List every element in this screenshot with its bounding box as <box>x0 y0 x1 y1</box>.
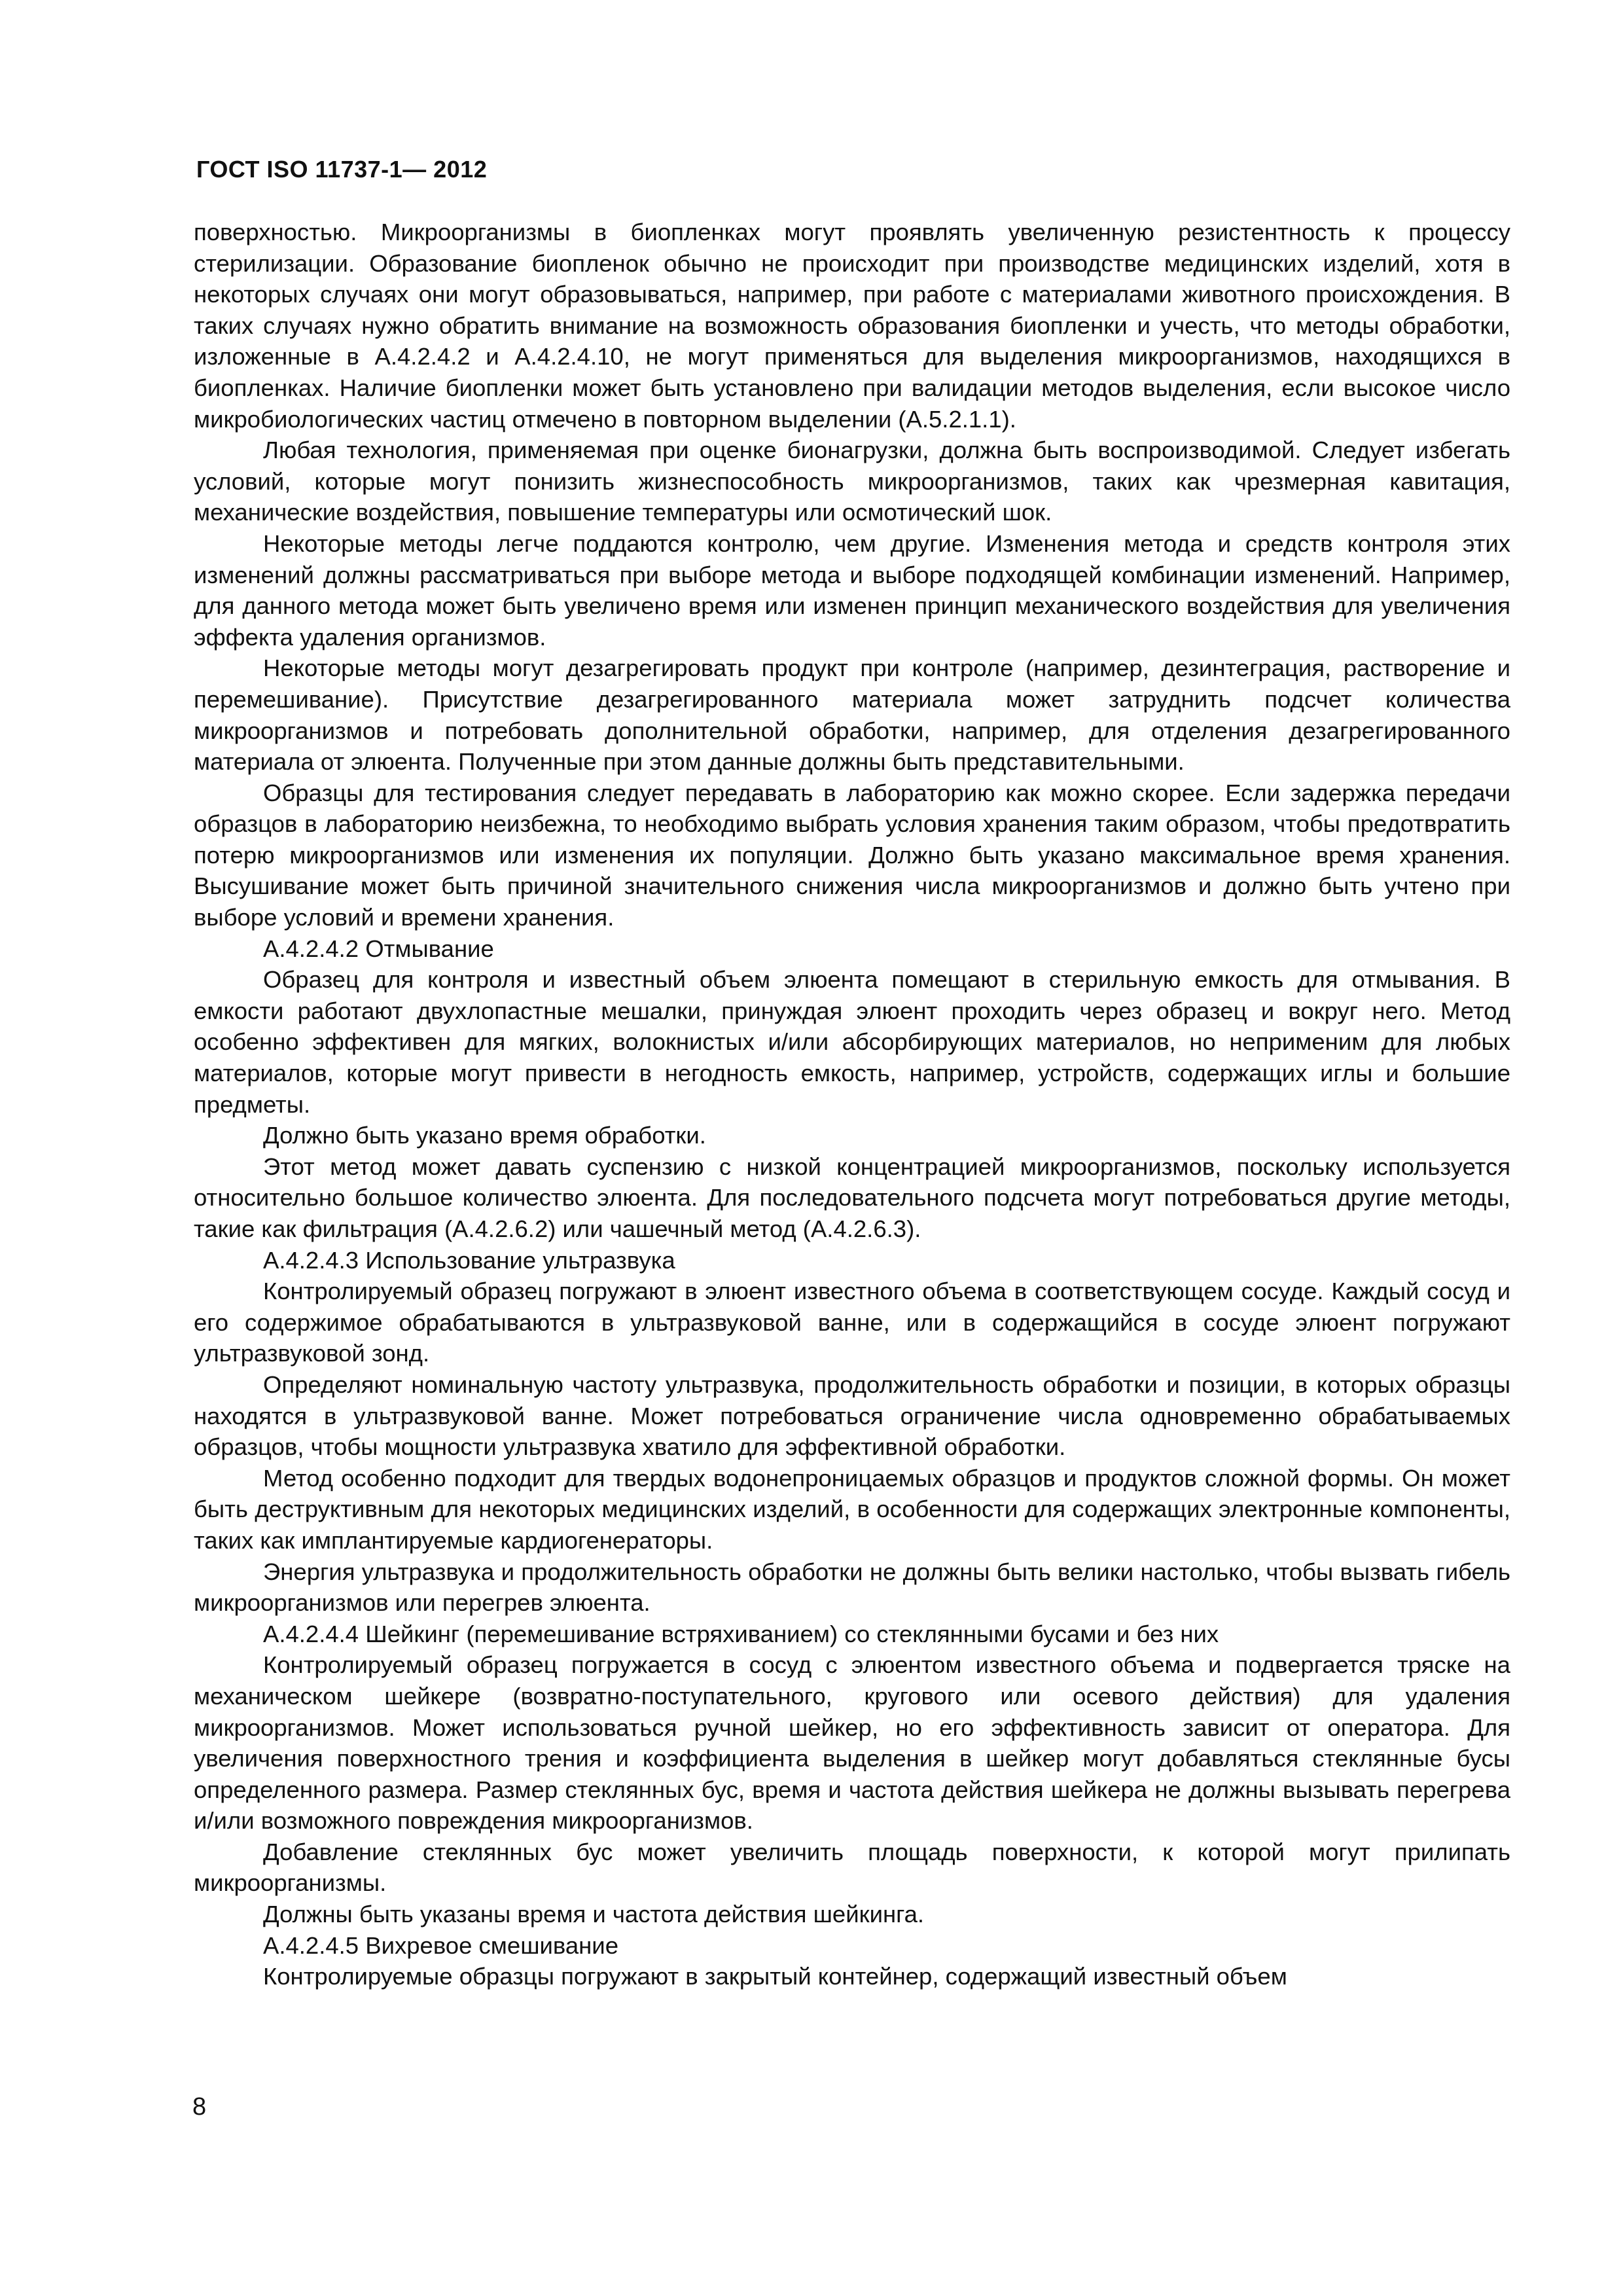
paragraph: Добавление стеклянных бус может увеличить площадь поверхности, к которой могут прилипать микроорганизмы. <box>194 1838 1510 1897</box>
paragraph: Некоторые методы легче поддаются контролю, чем другие. Изменения метода и средств контроля этих изменений должны рассматриваться при выборе метода и выборе подходящей комбинации изменений. Например, для данного метода может быть увеличено время или изменен принцип механического воздействия для увеличения эффекта удаления организмов. <box>194 529 1510 651</box>
paragraph: Образцы для тестирования следует передавать в лабораторию как можно скорее. Если задержка передачи образцов в лабораторию неизбежна, то необходимо выбрать условия хранения таким образом, чтобы предотвратить потерю микроорганизмов или изменения их популяции. Должно быть указано максимальное время хранения. Высушивание может быть причиной значительного снижения числа микроорганизмов и должно быть учтено при выборе условий и времени хранения. <box>194 779 1510 931</box>
paragraph: Определяют номинальную частоту ультразвука, продолжительность обработки и позиции, в которых образцы находятся в ультразвуковой ванне. Может потребоваться ограничение числа одновременно обрабатываемых образцов, чтобы мощности ультразвука хватило для эффективной обработки. <box>194 1371 1510 1461</box>
paragraph: Контролируемый образец погружают в элюент известного объема в соответствующем сосуде. Каждый сосуд и его содержимое обрабатываются в ультразвуковой ванне, или в содержащийся в сосуде элюент погружают ультразвуковой зонд. <box>194 1278 1510 1367</box>
section-heading: А.4.2.4.5 Вихревое смешивание <box>263 1931 618 1959</box>
page-header: ГОСТ ISO 11737-1— 2012 <box>196 156 488 183</box>
page-number: 8 <box>192 2093 207 2121</box>
paragraph: Некоторые методы могут дезагрегировать продукт при контроле (например, дезинтеграция, растворение и перемешивание). Присутствие дезагрегированного материала может затруднить подсчет количества микроорганизмов и потребовать дополнительной обработки, например, для отделения дезагрегированного материала от элюента. Полученные при этом данные должны быть представительными. <box>194 655 1510 776</box>
section-heading: А.4.2.4.3 Использование ультразвука <box>263 1246 675 1274</box>
paragraph: Должны быть указаны время и частота действия шейкинга. <box>263 1901 925 1928</box>
paragraph: Энергия ультразвука и продолжительность обработки не должны быть велики настолько, чтобы вызвать гибель микроорганизмов или перегрев элюента. <box>194 1558 1510 1617</box>
section-heading: А.4.2.4.4 Шейкинг (перемешивание встряхиванием) со стеклянными бусами и без них <box>263 1620 1219 1647</box>
paragraph: Любая технология, применяемая при оценке бионагрузки, должна быть воспроизводимой. Следует избегать условий, которые могут понизить жизнеспособность микроорганизмов, таких как чрезмерная кавитация, механические воздействия, повышение температуры или осмотический шок. <box>194 437 1510 526</box>
section-heading: А.4.2.4.2 Отмывание <box>263 935 494 962</box>
paragraph: поверхностью. Микроорганизмы в биопленках могут проявлять увеличенную резистентность к процессу стерилизации. Образование биопленок обычно не происходит при производстве медицинских изделий, хотя в некоторых случаях они могут образовываться, например, при работе с материалами животного происхождения. В таких случаях нужно обратить внимание на возможность образования биопленки и учесть, что методы обработки, изложенные в А.4.2.4.2 и А.4.2.4.10, не могут применяться для выделения микроорганизмов, находящихся в биопленках. Наличие биопленки может быть установлено при валидации методов выделения, если высокое число микробиологических частиц отмечено в повторном выделении (А.5.2.1.1). <box>194 219 1510 433</box>
paragraph: Этот метод может давать суспензию с низкой концентрацией микроорганизмов, поскольку используется относительно большое количество элюента. Для последовательного подсчета могут потребоваться другие методы, такие как фильтрация (А.4.2.6.2) или чашечный метод (А.4.2.6.3). <box>194 1153 1510 1242</box>
paragraph: Метод особенно подходит для твердых водонепроницаемых образцов и продуктов сложной формы. Он может быть деструктивным для некоторых медицинских изделий, в особенности для содержащих электронные компоненты, таких как имплантируемые кардиогенераторы. <box>194 1464 1510 1554</box>
body-text <box>194 217 1510 1992</box>
paragraph: Должно быть указано время обработки. <box>263 1122 706 1149</box>
paragraph: Контролируемые образцы погружают в закрытый контейнер, содержащий известный объем <box>263 1963 1287 1990</box>
paragraph: Образец для контроля и известный объем элюента помещают в стерильную емкость для отмывания. В емкости работают двухлопастные мешалки, принуждая элюент проходить через образец и вокруг него. Метод особенно эффективен для мягких, волокнистых и/или абсорбирующих материалов, но неприменим для любых материалов, которые могут привести в негодность емкость, например, устройств, содержащих иглы и большие предметы. <box>194 966 1510 1118</box>
paragraph: Контролируемый образец погружается в сосуд с элюентом известного объема и подвергается тряске на механическом шейкере (возвратно-поступательного, кругового или осевого действия) для удаления микроорганизмов. Может использоваться ручной шейкер, но его эффективность зависит от оператора. Для увеличения поверхностного трения и коэффициента выделения в шейкер могут добавляться стеклянные бусы определенного размера. Размер стеклянных бус, время и частота действия шейкера не должны вызывать перегрева и/или возможного повреждения микроорганизмов. <box>194 1651 1510 1835</box>
